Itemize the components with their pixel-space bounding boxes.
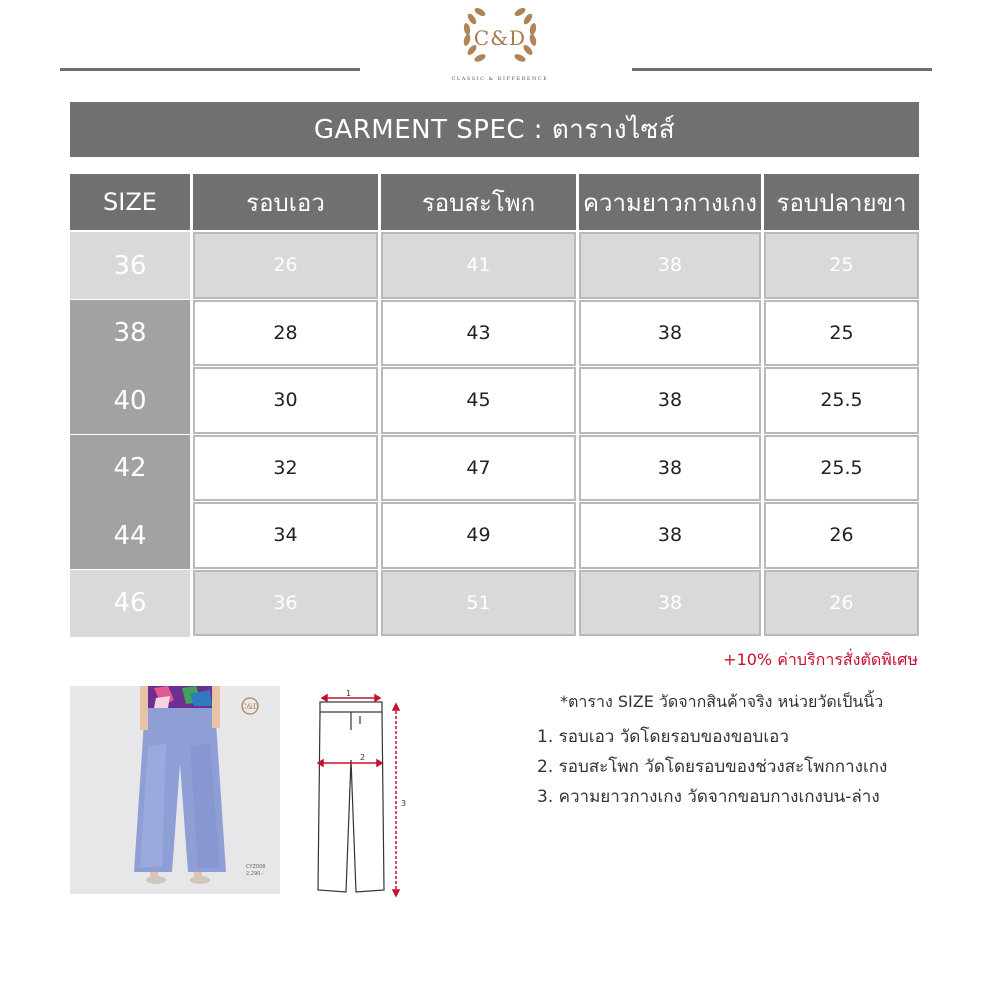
pants-outline-icon (300, 690, 420, 900)
measurement-note-item: 2. รอบสะโพก วัดโดยรอบของช่วงสะโพกกางเกง (537, 757, 888, 777)
waist-cell: 34 (193, 502, 378, 569)
waist-cell: 36 (193, 570, 378, 637)
size-cell: 42 (70, 435, 190, 502)
hip-cell: 41 (381, 232, 576, 299)
marker-1: 1 (346, 690, 352, 698)
brand-mark: C&D (473, 26, 527, 50)
length-cell: 38 (579, 435, 761, 502)
marker-3: 3 (401, 799, 407, 808)
hip-cell: 49 (381, 502, 576, 569)
length-cell: 38 (579, 367, 761, 434)
measurement-notes-list (537, 722, 887, 812)
hem-cell: 25.5 (764, 435, 919, 502)
brand-logo (445, 6, 555, 86)
header-waist: รอบเอว (193, 174, 378, 230)
marker-2: 2 (360, 753, 366, 762)
hip-cell: 43 (381, 300, 576, 367)
header-length: ความยาวกางเกง (579, 174, 761, 230)
size-spec-table (70, 174, 919, 637)
measurement-note-item: 3. ความยาวกางเกง วัดจากขอบกางเกงบน-ล่าง (537, 787, 880, 807)
measurement-note-item: 1. รอบเอว วัดโดยรอบของขอบเอว (537, 727, 789, 747)
hip-cell: 47 (381, 435, 576, 502)
waist-cell: 28 (193, 300, 378, 367)
waist-cell: 30 (193, 367, 378, 434)
svg-text:C&D: C&D (241, 703, 259, 711)
waist-cell: 32 (193, 435, 378, 502)
header-rule-right (632, 68, 932, 71)
page-title: GARMENT SPEC : ตารางไซส์ (70, 102, 919, 157)
length-cell: 38 (579, 232, 761, 299)
size-cell: 38 (70, 300, 190, 367)
product-photo (70, 686, 280, 894)
header-hem: รอบปลายขา (764, 174, 919, 230)
hem-cell: 25 (764, 300, 919, 367)
measurement-note-heading: *ตาราง SIZE วัดจากสินค้าจริง หน่วยวัดเป็นนิ้ว (560, 692, 884, 711)
model-wearing-pants-image (70, 686, 280, 894)
brand-tagline: CLASSIC & DIFFERENCE (451, 76, 549, 82)
length-cell: 38 (579, 570, 761, 637)
custom-order-fee-note: +10% ค่าบริการสั่งตัดพิเศษ (723, 650, 918, 669)
header-hip: รอบสะโพก (381, 174, 576, 230)
size-cell: 40 (70, 367, 190, 434)
pants-measurement-diagram (300, 690, 420, 900)
size-cell: 44 (70, 502, 190, 569)
hem-cell: 26 (764, 502, 919, 569)
hip-cell: 51 (381, 570, 576, 637)
hem-cell: 26 (764, 570, 919, 637)
size-cell: 46 (70, 570, 190, 637)
waist-cell: 26 (193, 232, 378, 299)
product-sku: CYZ008 (246, 864, 266, 870)
product-price: 2,290.- (246, 871, 264, 877)
header-size: SIZE (70, 174, 190, 230)
length-cell: 38 (579, 300, 761, 367)
hip-cell: 45 (381, 367, 576, 434)
product-sku-price (246, 864, 265, 878)
size-cell: 36 (70, 232, 190, 299)
hem-cell: 25 (764, 232, 919, 299)
header-rule-left (60, 68, 360, 71)
length-cell: 38 (579, 502, 761, 569)
hem-cell: 25.5 (764, 367, 919, 434)
